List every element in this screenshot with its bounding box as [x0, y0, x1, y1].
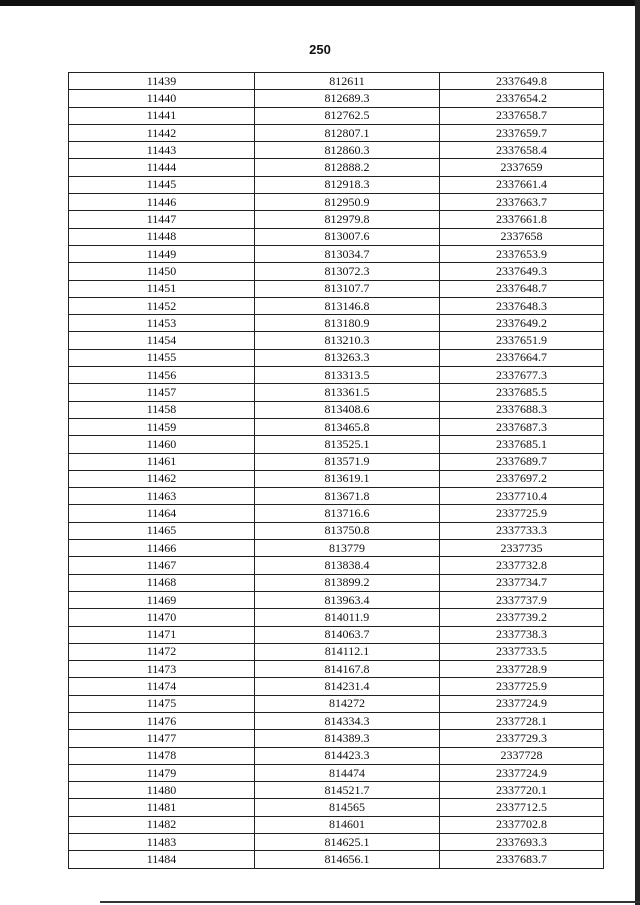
point-id-cell: 11453	[69, 315, 255, 332]
table-row	[69, 470, 604, 487]
point-id-cell: 11476	[69, 712, 255, 729]
x-coordinate-cell: 813838.4	[255, 557, 440, 574]
x-coordinate-cell: 813180.9	[255, 315, 440, 332]
point-id-cell: 11458	[69, 401, 255, 418]
point-id-cell: 11445	[69, 176, 255, 193]
point-id-cell: 11473	[69, 661, 255, 678]
x-coordinate-cell: 813899.2	[255, 574, 440, 591]
point-id-cell: 11440	[69, 90, 255, 107]
table-row	[69, 332, 604, 349]
table-row	[69, 211, 604, 228]
table-row	[69, 816, 604, 833]
point-id-cell: 11465	[69, 522, 255, 539]
table-row	[69, 228, 604, 245]
table-row	[69, 90, 604, 107]
table-row	[69, 488, 604, 505]
point-id-cell: 11461	[69, 453, 255, 470]
point-id-cell: 11482	[69, 816, 255, 833]
point-id-cell: 11462	[69, 470, 255, 487]
point-id-cell: 11447	[69, 211, 255, 228]
x-coordinate-cell: 814389.3	[255, 730, 440, 747]
y-coordinate-cell: 2337659.7	[440, 124, 604, 141]
y-coordinate-cell: 2337677.3	[440, 367, 604, 384]
y-coordinate-cell: 2337729.3	[440, 730, 604, 747]
table-row	[69, 280, 604, 297]
table-row	[69, 245, 604, 262]
y-coordinate-cell: 2337710.4	[440, 488, 604, 505]
table-row	[69, 124, 604, 141]
point-id-cell: 11444	[69, 159, 255, 176]
table-row	[69, 557, 604, 574]
table-row	[69, 695, 604, 712]
coordinates-table-body	[69, 73, 604, 869]
table-row	[69, 661, 604, 678]
page-number: 250	[309, 42, 331, 57]
x-coordinate-cell: 814521.7	[255, 782, 440, 799]
table-row	[69, 626, 604, 643]
y-coordinate-cell: 2337737.9	[440, 591, 604, 608]
point-id-cell: 11479	[69, 764, 255, 781]
point-id-cell: 11450	[69, 263, 255, 280]
point-id-cell: 11470	[69, 609, 255, 626]
y-coordinate-cell: 2337728.1	[440, 712, 604, 729]
table-row	[69, 643, 604, 660]
y-coordinate-cell: 2337683.7	[440, 851, 604, 868]
y-coordinate-cell: 2337649.8	[440, 73, 604, 90]
point-id-cell: 11467	[69, 557, 255, 574]
scan-border-bottom	[100, 901, 640, 903]
x-coordinate-cell: 814167.8	[255, 661, 440, 678]
coordinates-table	[68, 72, 604, 869]
y-coordinate-cell: 2337725.9	[440, 505, 604, 522]
x-coordinate-cell: 813571.9	[255, 453, 440, 470]
scan-border-right	[635, 0, 640, 905]
table-row	[69, 540, 604, 557]
y-coordinate-cell: 2337648.7	[440, 280, 604, 297]
x-coordinate-cell: 813146.8	[255, 297, 440, 314]
y-coordinate-cell: 2337654.2	[440, 90, 604, 107]
y-coordinate-cell: 2337735	[440, 540, 604, 557]
table-row	[69, 799, 604, 816]
point-id-cell: 11478	[69, 747, 255, 764]
point-id-cell: 11456	[69, 367, 255, 384]
x-coordinate-cell: 813313.5	[255, 367, 440, 384]
y-coordinate-cell: 2337712.5	[440, 799, 604, 816]
x-coordinate-cell: 812888.2	[255, 159, 440, 176]
y-coordinate-cell: 2337663.7	[440, 194, 604, 211]
x-coordinate-cell: 814625.1	[255, 834, 440, 851]
y-coordinate-cell: 2337649.2	[440, 315, 604, 332]
y-coordinate-cell: 2337732.8	[440, 557, 604, 574]
x-coordinate-cell: 812689.3	[255, 90, 440, 107]
table-row	[69, 782, 604, 799]
y-coordinate-cell: 2337649.3	[440, 263, 604, 280]
table-row	[69, 851, 604, 868]
table-row	[69, 505, 604, 522]
x-coordinate-cell: 814063.7	[255, 626, 440, 643]
y-coordinate-cell: 2337685.5	[440, 384, 604, 401]
y-coordinate-cell: 2337720.1	[440, 782, 604, 799]
table-row	[69, 522, 604, 539]
table-row	[69, 297, 604, 314]
x-coordinate-cell: 813263.3	[255, 349, 440, 366]
x-coordinate-cell: 813525.1	[255, 436, 440, 453]
point-id-cell: 11472	[69, 643, 255, 660]
x-coordinate-cell: 813619.1	[255, 470, 440, 487]
point-id-cell: 11441	[69, 107, 255, 124]
point-id-cell: 11483	[69, 834, 255, 851]
point-id-cell: 11439	[69, 73, 255, 90]
point-id-cell: 11443	[69, 142, 255, 159]
point-id-cell: 11442	[69, 124, 255, 141]
x-coordinate-cell: 813963.4	[255, 591, 440, 608]
y-coordinate-cell: 2337738.3	[440, 626, 604, 643]
x-coordinate-cell: 814656.1	[255, 851, 440, 868]
x-coordinate-cell: 813007.6	[255, 228, 440, 245]
point-id-cell: 11459	[69, 418, 255, 435]
point-id-cell: 11471	[69, 626, 255, 643]
x-coordinate-cell: 812950.9	[255, 194, 440, 211]
point-id-cell: 11464	[69, 505, 255, 522]
x-coordinate-cell: 812979.8	[255, 211, 440, 228]
x-coordinate-cell: 813716.6	[255, 505, 440, 522]
x-coordinate-cell: 813034.7	[255, 245, 440, 262]
table-row	[69, 349, 604, 366]
y-coordinate-cell: 2337733.5	[440, 643, 604, 660]
point-id-cell: 11466	[69, 540, 255, 557]
point-id-cell: 11451	[69, 280, 255, 297]
y-coordinate-cell: 2337728.9	[440, 661, 604, 678]
y-coordinate-cell: 2337702.8	[440, 816, 604, 833]
table-row	[69, 574, 604, 591]
table-row	[69, 263, 604, 280]
table-row	[69, 176, 604, 193]
x-coordinate-cell: 814423.3	[255, 747, 440, 764]
x-coordinate-cell: 814231.4	[255, 678, 440, 695]
table-row	[69, 159, 604, 176]
y-coordinate-cell: 2337724.9	[440, 695, 604, 712]
y-coordinate-cell: 2337739.2	[440, 609, 604, 626]
x-coordinate-cell: 813750.8	[255, 522, 440, 539]
x-coordinate-cell: 813072.3	[255, 263, 440, 280]
y-coordinate-cell: 2337653.9	[440, 245, 604, 262]
point-id-cell: 11480	[69, 782, 255, 799]
x-coordinate-cell: 813779	[255, 540, 440, 557]
table-row	[69, 73, 604, 90]
x-coordinate-cell: 813210.3	[255, 332, 440, 349]
x-coordinate-cell: 813465.8	[255, 418, 440, 435]
table-row	[69, 418, 604, 435]
point-id-cell: 11457	[69, 384, 255, 401]
x-coordinate-cell: 812807.1	[255, 124, 440, 141]
y-coordinate-cell: 2337734.7	[440, 574, 604, 591]
table-row	[69, 142, 604, 159]
point-id-cell: 11455	[69, 349, 255, 366]
scan-border-top	[0, 0, 640, 6]
y-coordinate-cell: 2337651.9	[440, 332, 604, 349]
point-id-cell: 11468	[69, 574, 255, 591]
table-row	[69, 747, 604, 764]
table-row	[69, 764, 604, 781]
y-coordinate-cell: 2337693.3	[440, 834, 604, 851]
y-coordinate-cell: 2337688.3	[440, 401, 604, 418]
y-coordinate-cell: 2337659	[440, 159, 604, 176]
x-coordinate-cell: 814474	[255, 764, 440, 781]
y-coordinate-cell: 2337658.7	[440, 107, 604, 124]
y-coordinate-cell: 2337689.7	[440, 453, 604, 470]
point-id-cell: 11449	[69, 245, 255, 262]
point-id-cell: 11446	[69, 194, 255, 211]
y-coordinate-cell: 2337697.2	[440, 470, 604, 487]
x-coordinate-cell: 813671.8	[255, 488, 440, 505]
table-row	[69, 384, 604, 401]
table-row	[69, 194, 604, 211]
table-row	[69, 712, 604, 729]
table-row	[69, 401, 604, 418]
x-coordinate-cell: 814565	[255, 799, 440, 816]
y-coordinate-cell: 2337664.7	[440, 349, 604, 366]
y-coordinate-cell: 2337685.1	[440, 436, 604, 453]
y-coordinate-cell: 2337658	[440, 228, 604, 245]
point-id-cell: 11475	[69, 695, 255, 712]
table-row	[69, 730, 604, 747]
point-id-cell: 11452	[69, 297, 255, 314]
y-coordinate-cell: 2337658.4	[440, 142, 604, 159]
x-coordinate-cell: 814112.1	[255, 643, 440, 660]
x-coordinate-cell: 813361.5	[255, 384, 440, 401]
point-id-cell: 11448	[69, 228, 255, 245]
table-row	[69, 367, 604, 384]
x-coordinate-cell: 814334.3	[255, 712, 440, 729]
table-row	[69, 107, 604, 124]
table-row	[69, 678, 604, 695]
x-coordinate-cell: 813408.6	[255, 401, 440, 418]
x-coordinate-cell: 814601	[255, 816, 440, 833]
table-row	[69, 453, 604, 470]
x-coordinate-cell: 812918.3	[255, 176, 440, 193]
table-row	[69, 834, 604, 851]
table-row	[69, 436, 604, 453]
x-coordinate-cell: 814272	[255, 695, 440, 712]
x-coordinate-cell: 812611	[255, 73, 440, 90]
y-coordinate-cell: 2337728	[440, 747, 604, 764]
point-id-cell: 11481	[69, 799, 255, 816]
y-coordinate-cell: 2337724.9	[440, 764, 604, 781]
y-coordinate-cell: 2337661.8	[440, 211, 604, 228]
table-row	[69, 315, 604, 332]
table-row	[69, 609, 604, 626]
y-coordinate-cell: 2337661.4	[440, 176, 604, 193]
point-id-cell: 11463	[69, 488, 255, 505]
y-coordinate-cell: 2337725.9	[440, 678, 604, 695]
x-coordinate-cell: 814011.9	[255, 609, 440, 626]
point-id-cell: 11484	[69, 851, 255, 868]
x-coordinate-cell: 812860.3	[255, 142, 440, 159]
y-coordinate-cell: 2337648.3	[440, 297, 604, 314]
point-id-cell: 11454	[69, 332, 255, 349]
y-coordinate-cell: 2337733.3	[440, 522, 604, 539]
point-id-cell: 11477	[69, 730, 255, 747]
x-coordinate-cell: 812762.5	[255, 107, 440, 124]
table-row	[69, 591, 604, 608]
point-id-cell: 11460	[69, 436, 255, 453]
point-id-cell: 11469	[69, 591, 255, 608]
y-coordinate-cell: 2337687.3	[440, 418, 604, 435]
point-id-cell: 11474	[69, 678, 255, 695]
x-coordinate-cell: 813107.7	[255, 280, 440, 297]
